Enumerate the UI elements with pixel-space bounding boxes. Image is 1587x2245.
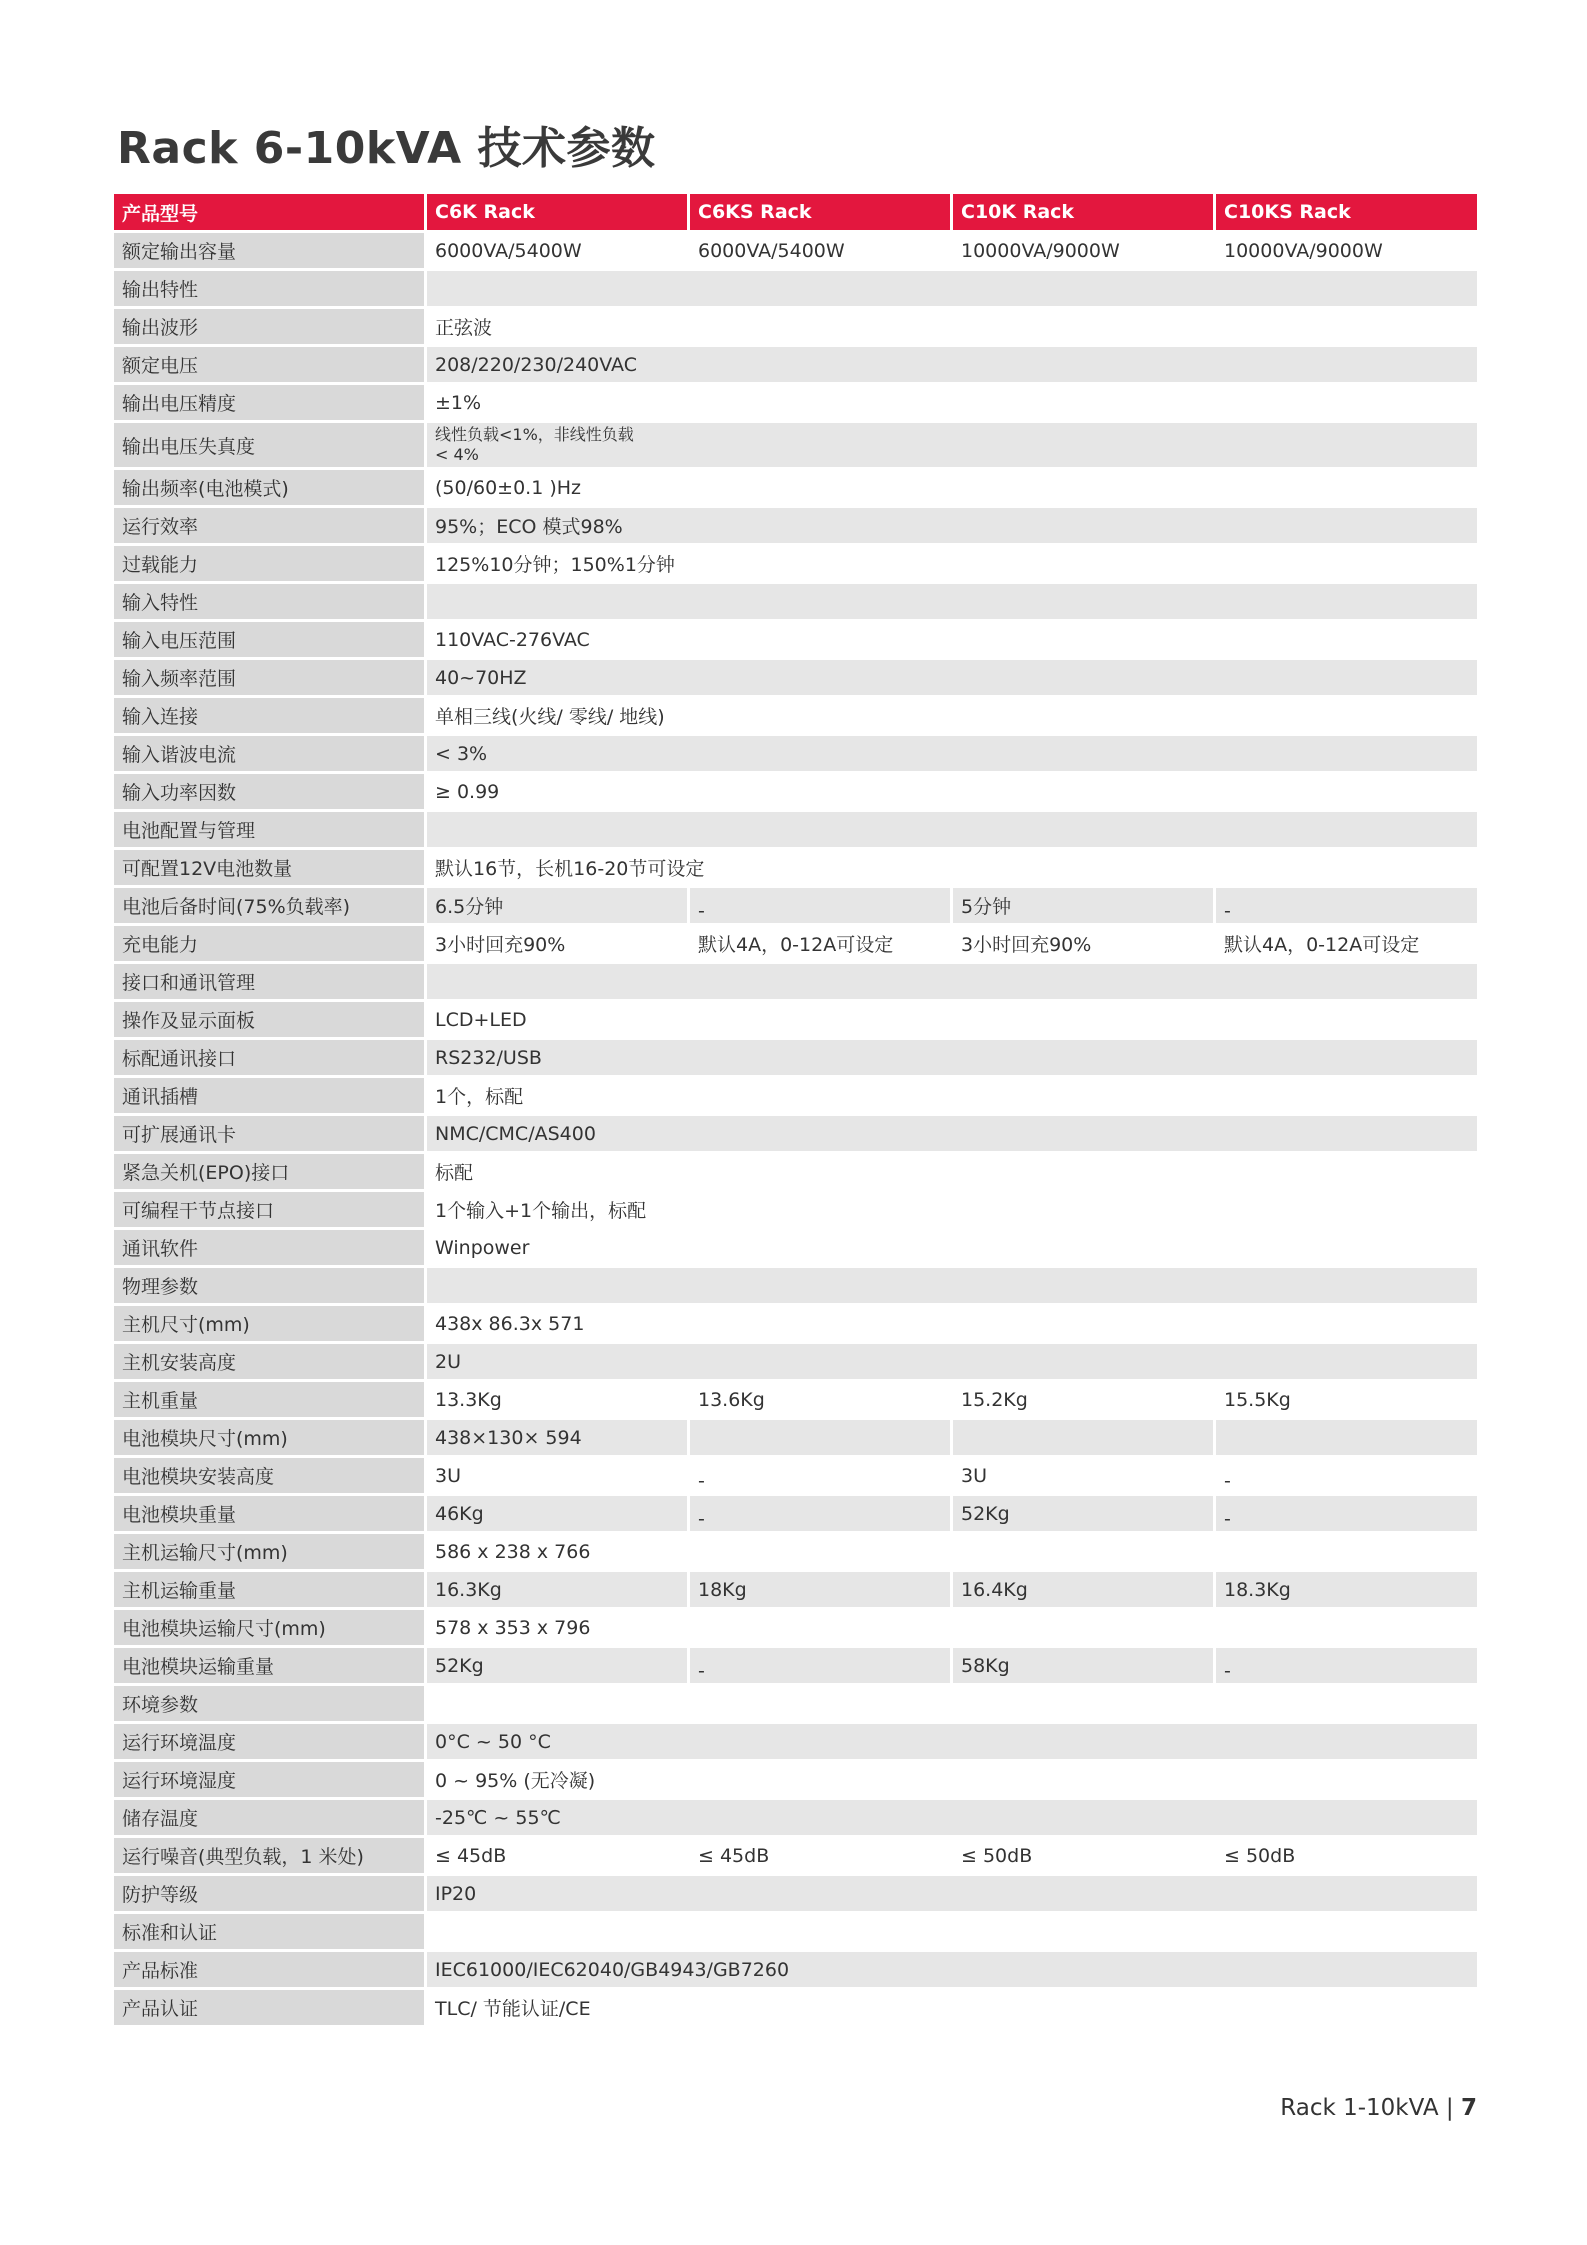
cell: 1个输入+1个输出，标配 xyxy=(424,1192,1477,1230)
cell: 438×130× 594 xyxy=(424,1420,687,1458)
table-row xyxy=(114,385,1477,423)
header-cell: 产品型号 xyxy=(114,194,424,233)
cell: LCD+LED xyxy=(424,1002,1477,1040)
cell xyxy=(1213,1496,1477,1534)
cell: ≤ 50dB xyxy=(950,1838,1213,1876)
cell: 单相三线(火线/ 零线/ 地线) xyxy=(424,698,1477,736)
table-row xyxy=(114,1344,1477,1382)
row-label: 输入功率因数 xyxy=(114,774,424,812)
cell: Winpower xyxy=(424,1230,1477,1268)
row-label: 主机重量 xyxy=(114,1382,424,1420)
row-label: 输出电压精度 xyxy=(114,385,424,423)
table-row xyxy=(114,698,1477,736)
cell: 0°C ~ 50 °C xyxy=(424,1724,1477,1762)
row-label: 输入谐波电流 xyxy=(114,736,424,774)
row-label: 额定输出容量 xyxy=(114,233,424,271)
cell: 52Kg xyxy=(950,1496,1213,1534)
cell: 6.5分钟 xyxy=(424,888,687,926)
cell: 3小时回充90% xyxy=(950,926,1213,964)
table-header-row xyxy=(114,194,1477,233)
row-label: 输入频率范围 xyxy=(114,660,424,698)
table-row xyxy=(114,1458,1477,1496)
cell: 13.6Kg xyxy=(687,1382,950,1420)
table-row xyxy=(114,309,1477,347)
cell: 52Kg xyxy=(424,1648,687,1686)
row-label: 通讯软件 xyxy=(114,1230,424,1268)
row-label: 可配置12V电池数量 xyxy=(114,850,424,888)
row-label: 运行环境湿度 xyxy=(114,1762,424,1800)
row-label: 主机运输尺寸(mm) xyxy=(114,1534,424,1572)
cell: 默认4A，0-12A可设定 xyxy=(687,926,950,964)
table-row xyxy=(114,1952,1477,1990)
section-label: 电池配置与管理 xyxy=(114,812,424,850)
row-label: 电池后备时间(75%负载率) xyxy=(114,888,424,926)
dash: - xyxy=(1224,1507,1231,1530)
row-label: 输出频率(电池模式) xyxy=(114,470,424,508)
cell: 10000VA/9000W xyxy=(950,233,1213,271)
table-row xyxy=(114,1534,1477,1572)
cell: 15.2Kg xyxy=(950,1382,1213,1420)
cell: 6000VA/5400W xyxy=(424,233,687,271)
cell: 2U xyxy=(424,1344,1477,1382)
cell xyxy=(424,1914,1477,1952)
table-row xyxy=(114,1420,1477,1458)
cell: 10000VA/9000W xyxy=(1213,233,1477,271)
table-row xyxy=(114,1230,1477,1268)
footer-label: Rack 1-10kVA | xyxy=(1280,2095,1454,2121)
cell xyxy=(950,1420,1213,1458)
cell xyxy=(424,584,1477,622)
section-row xyxy=(114,271,1477,309)
cell: 5分钟 xyxy=(950,888,1213,926)
cell xyxy=(424,1686,1477,1724)
cell: 3U xyxy=(950,1458,1213,1496)
table-row xyxy=(114,1078,1477,1116)
table-row xyxy=(114,233,1477,271)
table-row xyxy=(114,1040,1477,1078)
cell: 58Kg xyxy=(950,1648,1213,1686)
cell xyxy=(687,1648,950,1686)
page-number: 7 xyxy=(1460,2095,1477,2121)
row-label: 防护等级 xyxy=(114,1876,424,1914)
table-row xyxy=(114,1306,1477,1344)
cell xyxy=(424,423,1477,470)
row-label: 充电能力 xyxy=(114,926,424,964)
row-label: 主机尺寸(mm) xyxy=(114,1306,424,1344)
cell: IEC61000/IEC62040/GB4943/GB7260 xyxy=(424,1952,1477,1990)
cell: 3小时回充90% xyxy=(424,926,687,964)
section-row xyxy=(114,964,1477,1002)
table-row xyxy=(114,1762,1477,1800)
cell: 标配 xyxy=(424,1154,1477,1192)
cell: NMC/CMC/AS400 xyxy=(424,1116,1477,1154)
header-cell: C6KS Rack xyxy=(687,194,950,233)
cell: 默认4A，0-12A可设定 xyxy=(1213,926,1477,964)
table-row xyxy=(114,926,1477,964)
section-row xyxy=(114,812,1477,850)
table-row xyxy=(114,1496,1477,1534)
table-row xyxy=(114,546,1477,584)
table-row xyxy=(114,1572,1477,1610)
row-label: 运行环境温度 xyxy=(114,1724,424,1762)
cell: 578 x 353 x 796 xyxy=(424,1610,1477,1648)
row-label: 通讯插槽 xyxy=(114,1078,424,1116)
row-label: 输出波形 xyxy=(114,309,424,347)
row-label: 额定电压 xyxy=(114,347,424,385)
table-row xyxy=(114,1724,1477,1762)
dash: - xyxy=(698,1469,705,1492)
table-row xyxy=(114,1648,1477,1686)
section-row xyxy=(114,1686,1477,1724)
dash: - xyxy=(1224,899,1231,922)
cell xyxy=(687,888,950,926)
header-cell: C10KS Rack xyxy=(1213,194,1477,233)
cell xyxy=(1213,1458,1477,1496)
cell: 110VAC-276VAC xyxy=(424,622,1477,660)
row-label: 可扩展通讯卡 xyxy=(114,1116,424,1154)
cell: IP20 xyxy=(424,1876,1477,1914)
table-row xyxy=(114,1382,1477,1420)
row-label: 运行效率 xyxy=(114,508,424,546)
table-row xyxy=(114,470,1477,508)
cell: ≤ 45dB xyxy=(687,1838,950,1876)
table-row xyxy=(114,622,1477,660)
row-label: 电池模块安装高度 xyxy=(114,1458,424,1496)
page-title: Rack 6-10kVA 技术参数 xyxy=(117,123,656,174)
table-row xyxy=(114,1876,1477,1914)
row-label: 产品认证 xyxy=(114,1990,424,2028)
cell xyxy=(687,1496,950,1534)
cell: ±1% xyxy=(424,385,1477,423)
table-row xyxy=(114,660,1477,698)
row-label: 过载能力 xyxy=(114,546,424,584)
cell: 0 ~ 95% (无冷凝) xyxy=(424,1762,1477,1800)
cell-line: 线性负载<1%，非线性负载 xyxy=(435,425,634,444)
cell xyxy=(424,1268,1477,1306)
table-row xyxy=(114,850,1477,888)
cell xyxy=(1213,1420,1477,1458)
cell: 586 x 238 x 766 xyxy=(424,1534,1477,1572)
row-label: 操作及显示面板 xyxy=(114,1002,424,1040)
cell: 16.4Kg xyxy=(950,1572,1213,1610)
cell: -25℃ ~ 55℃ xyxy=(424,1800,1477,1838)
row-label: 紧急关机(EPO)接口 xyxy=(114,1154,424,1192)
cell: 46Kg xyxy=(424,1496,687,1534)
cell: 1个，标配 xyxy=(424,1078,1477,1116)
cell: 3U xyxy=(424,1458,687,1496)
cell: 438x 86.3x 571 xyxy=(424,1306,1477,1344)
cell: 125%10分钟；150%1分钟 xyxy=(424,546,1477,584)
table-row xyxy=(114,1838,1477,1876)
cell xyxy=(687,1420,950,1458)
cell: 40~70HZ xyxy=(424,660,1477,698)
table-row xyxy=(114,508,1477,546)
row-label: 输出电压失真度 xyxy=(114,423,424,470)
cell: 15.5Kg xyxy=(1213,1382,1477,1420)
row-label: 主机安装高度 xyxy=(114,1344,424,1382)
row-label: 产品标准 xyxy=(114,1952,424,1990)
cell xyxy=(1213,888,1477,926)
cell: 6000VA/5400W xyxy=(687,233,950,271)
dash: - xyxy=(698,1659,705,1682)
cell xyxy=(424,964,1477,1002)
dash: - xyxy=(1224,1469,1231,1492)
page-footer xyxy=(1280,2095,1477,2121)
section-row xyxy=(114,1268,1477,1306)
dash: - xyxy=(698,899,705,922)
cell: RS232/USB xyxy=(424,1040,1477,1078)
table-row xyxy=(114,1192,1477,1230)
table-row xyxy=(114,1154,1477,1192)
cell: ≥ 0.99 xyxy=(424,774,1477,812)
row-label: 电池模块运输尺寸(mm) xyxy=(114,1610,424,1648)
cell: ≤ 45dB xyxy=(424,1838,687,1876)
cell: 18.3Kg xyxy=(1213,1572,1477,1610)
row-label: 输入连接 xyxy=(114,698,424,736)
row-label: 储存温度 xyxy=(114,1800,424,1838)
row-label: 电池模块尺寸(mm) xyxy=(114,1420,424,1458)
header-cell: C10K Rack xyxy=(950,194,1213,233)
table-row xyxy=(114,1116,1477,1154)
cell xyxy=(424,812,1477,850)
table-row xyxy=(114,736,1477,774)
cell xyxy=(424,271,1477,309)
row-label: 标配通讯接口 xyxy=(114,1040,424,1078)
section-row xyxy=(114,1914,1477,1952)
row-label: 可编程干节点接口 xyxy=(114,1192,424,1230)
table-row xyxy=(114,1610,1477,1648)
cell: 95%；ECO 模式98% xyxy=(424,508,1477,546)
section-label: 输出特性 xyxy=(114,271,424,309)
section-label: 标准和认证 xyxy=(114,1914,424,1952)
row-label: 主机运输重量 xyxy=(114,1572,424,1610)
table-row xyxy=(114,1800,1477,1838)
table-row xyxy=(114,888,1477,926)
header-cell: C6K Rack xyxy=(424,194,687,233)
cell: TLC/ 节能认证/CE xyxy=(424,1990,1477,2028)
cell: 208/220/230/240VAC xyxy=(424,347,1477,385)
cell: 正弦波 xyxy=(424,309,1477,347)
dash: - xyxy=(1224,1659,1231,1682)
table-row xyxy=(114,1002,1477,1040)
cell: (50/60±0.1 )Hz xyxy=(424,470,1477,508)
cell: ≤ 50dB xyxy=(1213,1838,1477,1876)
cell xyxy=(687,1458,950,1496)
spec-table xyxy=(114,194,1477,2028)
table-row xyxy=(114,774,1477,812)
table-row xyxy=(114,1990,1477,2028)
cell-line: < 4% xyxy=(435,445,479,464)
row-label: 输入电压范围 xyxy=(114,622,424,660)
cell: < 3% xyxy=(424,736,1477,774)
cell: 默认16节，长机16-20节可设定 xyxy=(424,850,1477,888)
dash: - xyxy=(698,1507,705,1530)
row-label: 电池模块重量 xyxy=(114,1496,424,1534)
cell: 16.3Kg xyxy=(424,1572,687,1610)
section-row xyxy=(114,584,1477,622)
section-label: 接口和通讯管理 xyxy=(114,964,424,1002)
table-row xyxy=(114,423,1477,470)
section-label: 物理参数 xyxy=(114,1268,424,1306)
cell xyxy=(1213,1648,1477,1686)
table-row xyxy=(114,347,1477,385)
section-label: 环境参数 xyxy=(114,1686,424,1724)
section-label: 输入特性 xyxy=(114,584,424,622)
cell: 18Kg xyxy=(687,1572,950,1610)
row-label: 运行噪音(典型负载，1 米处) xyxy=(114,1838,424,1876)
cell: 13.3Kg xyxy=(424,1382,687,1420)
row-label: 电池模块运输重量 xyxy=(114,1648,424,1686)
